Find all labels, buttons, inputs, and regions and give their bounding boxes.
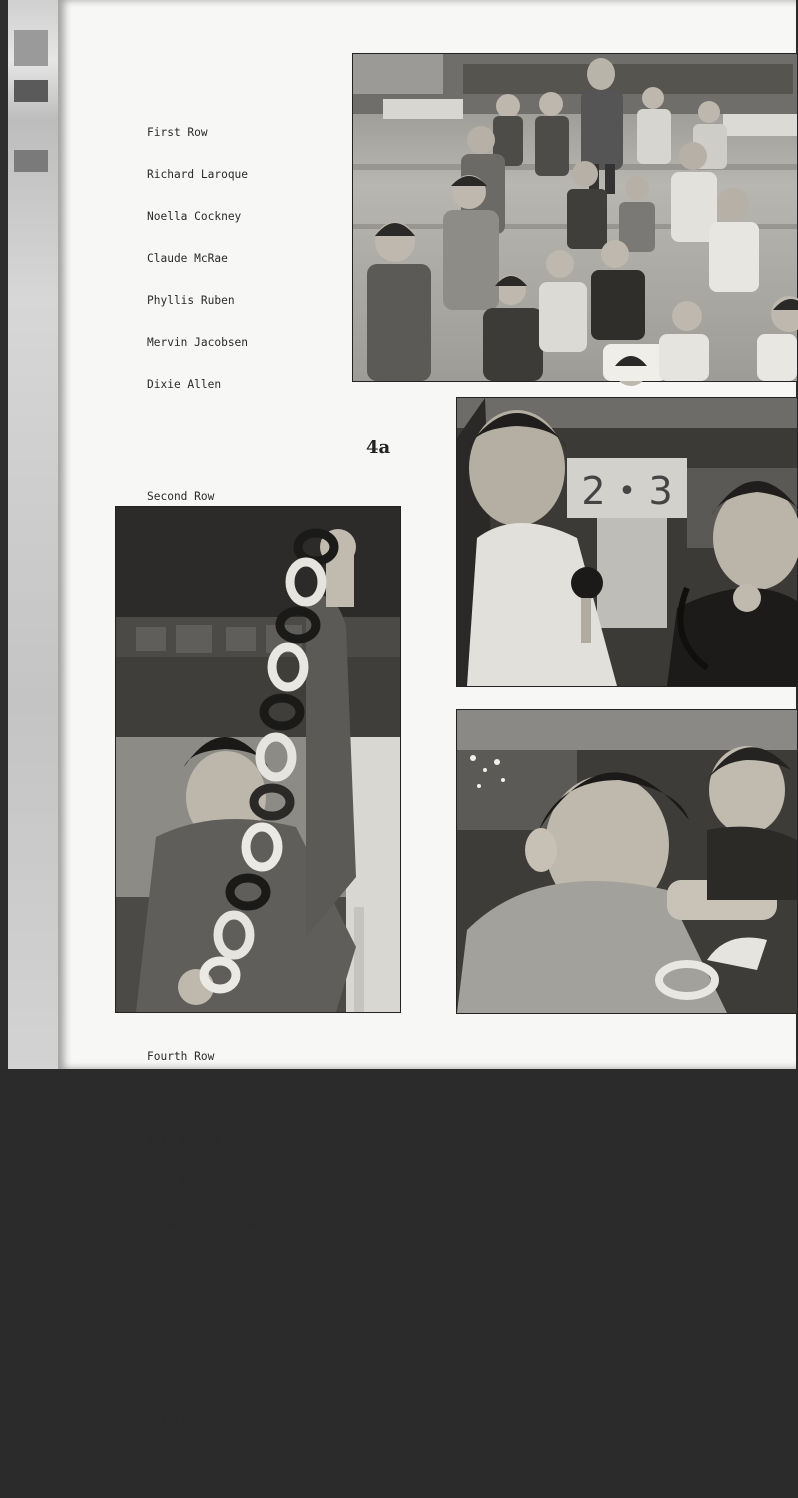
student-name: Rosemary Kwan [147, 1092, 235, 1105]
student-name: Gary Gordon [147, 1134, 222, 1147]
student-name: Michelle Beaulieu [147, 1218, 262, 1231]
row-heading: Second Row [147, 490, 215, 503]
number-card-sign [575, 468, 679, 514]
page-number: 4a [366, 437, 391, 458]
number-card-colon: • [618, 473, 636, 509]
row-group-first [147, 98, 262, 420]
paper-chain-photo [115, 506, 401, 1013]
row-heading: First Row [147, 126, 208, 139]
student-name: Ronnie Lalonde [147, 1260, 242, 1273]
student-name: Phyllis Ruben [147, 294, 235, 307]
row-group-absent [147, 1344, 262, 1456]
student-name: Mrs. Perry [147, 1176, 215, 1189]
binder-clip [14, 150, 48, 172]
number-card-left: 2 [581, 469, 606, 513]
student-name: Dixie Allen [147, 378, 222, 391]
student-name: Richard Laroque [147, 168, 249, 181]
student-name: Mervin Jacobsen [147, 336, 249, 349]
binder-clip [14, 30, 48, 66]
craft-work-photo [456, 709, 798, 1014]
binder-clip [14, 80, 48, 102]
scanner-shadow [0, 0, 8, 1069]
row-heading: Absent [147, 1372, 188, 1385]
row-heading: Fourth Row [147, 1050, 215, 1063]
clock-lesson-photo [456, 397, 798, 687]
student-name: Noella Cockney [147, 210, 242, 223]
student-name: Charlie Boudreau [147, 1414, 255, 1427]
row-group-fourth [147, 1022, 262, 1302]
class-group-photo [352, 53, 798, 382]
student-name: Claude McRae [147, 252, 228, 265]
number-card-right: 3 [648, 469, 673, 513]
